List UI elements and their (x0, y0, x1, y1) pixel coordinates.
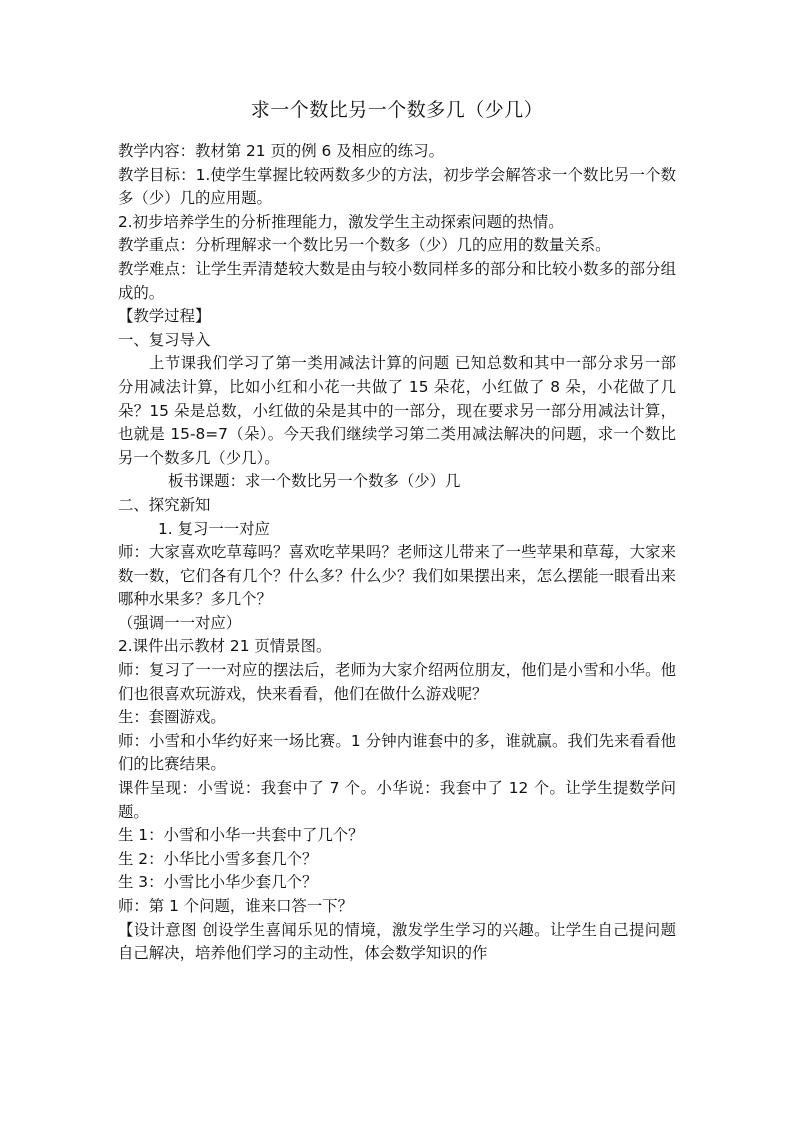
paragraph-review-text: 上节课我们学习了第一类用减法计算的问题 已知总数和其中一部分求另一部分用减法计算，比如小红和小花一共做了 15 朵花，小红做了 8 朵，小花做了几朵？15 朵是总数，小红做的朵是其中的一部分，现在要求另一部分用减法计算，也就是 15-8=7（朵）。今天我们继续学习第二类用减法解决的问题，求一个数比另一个数多几（少几）。 (118, 354, 676, 467)
document-body (118, 140, 676, 966)
section-heading-process: 【教学过程】 (118, 307, 211, 326)
paragraph-student-1: 生 1：小雪和小华一共套中了几个？ (118, 826, 364, 845)
paragraph-student-3: 生 3：小雪比小华少套几个？ (118, 873, 318, 892)
subheading-one-to-one: 1. 复习一一对应 (158, 519, 270, 538)
section-heading-explore: 二、探究新知 (118, 495, 211, 514)
paragraph-difficult-point: 教学难点：让学生弄清楚较大数是由与较小数同样多的部分和比较小数多的部分组成的。 (118, 259, 676, 302)
paragraph-design-intent: 【设计意图 创设学生喜闻乐见的情境，激发学生学习的兴趣。让学生自己提问题自己解决，培养他们学习的主动性，体会数学知识的作 (118, 920, 676, 963)
paragraph-emphasis-note: （强调一一对应） (118, 613, 242, 632)
paragraph-teaching-goal-2: 2.初步培养学生的分析推理能力，激发学生主动探索问题的热情。 (118, 212, 564, 231)
paragraph-teacher-friends: 师：复习了一一对应的摆法后，老师为大家介绍两位朋友，他们是小雪和小华。他们也很喜欢玩游戏，快来看看，他们在做什么游戏呢？ (118, 661, 676, 703)
paragraph-student-2: 生 2：小华比小雪多套几个？ (118, 849, 318, 868)
paragraph-courseware-scene: 2.课件出示教材 21 页情景图。 (118, 637, 332, 656)
document-title: 求一个数比另一个数多几（少几） (250, 99, 544, 121)
paragraph-courseware-result: 课件呈现：小雪说：我套中了 7 个。小华说：我套中了 12 个。让学生提数学问题。 (118, 779, 676, 821)
paragraph-key-point: 教学重点：分析理解求一个数比另一个数多（少）几的应用的数量关系。 (118, 236, 611, 255)
paragraph-board-title: 板书课题：求一个数比另一个数多（少）几 (168, 472, 461, 491)
paragraph-teaching-goal-1: 教学目标：1.使学生掌握比较两数多少的方法，初步学会解答求一个数比另一个数多（少）几的应用题。 (118, 165, 676, 208)
section-heading-review: 一、复习导入 (118, 330, 211, 349)
paragraph-teaching-content: 教学内容：教材第 21 页的例 6 及相应的练习。 (118, 142, 444, 160)
paragraph-teacher-match: 师：小雪和小华约好来一场比赛。1 分钟内谁套中的多，谁就赢。我们先来看看他们的比赛结果。 (118, 731, 676, 774)
paragraph-teacher-fruit: 师：大家喜欢吃草莓吗？喜欢吃苹果吗？老师这儿带来了一些苹果和草莓，大家来数一数，它们各有几个？什么多？什么少？我们如果摆出来，怎么摆能一眼看出来哪种水果多？多几个？ (118, 543, 676, 609)
paragraph-teacher-question: 师：第 1 个问题，谁来口答一下？ (118, 897, 354, 915)
paragraph-student-game: 生：套圈游戏。 (118, 708, 226, 727)
